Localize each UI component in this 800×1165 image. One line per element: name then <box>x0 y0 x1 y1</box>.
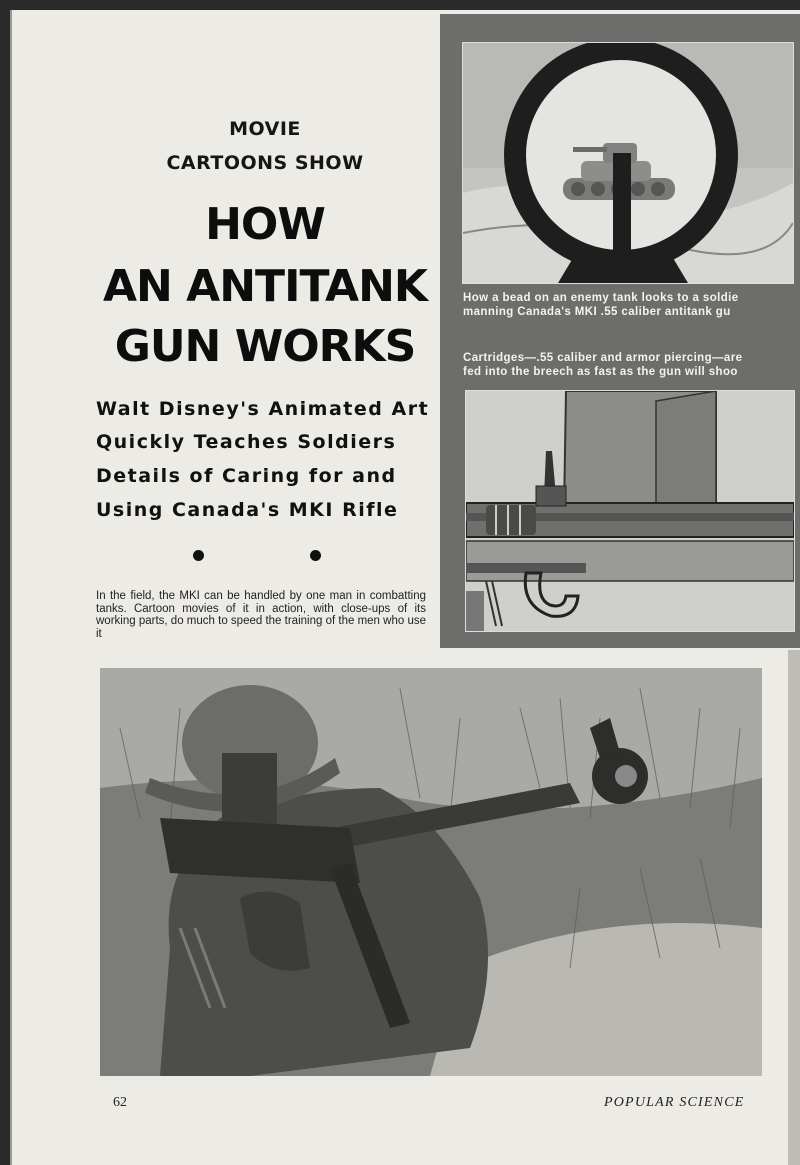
main-photo-caption: In the field, the MKI can be handled by one man in combatting tanks. Cartoon movies of it in action, with close-ups of its working parts, do much to speed the training of the men who use it <box>96 590 426 640</box>
deck-line-1: Walt Disney's Animated Art <box>96 398 430 420</box>
separator-dot <box>310 550 321 561</box>
headline-line-3: GUN WORKS <box>114 321 416 372</box>
headline-line-2: AN ANTITANK <box>102 261 428 312</box>
breech-caption-line-1: Cartridges—.55 caliber and armor piercing—are <box>463 352 743 364</box>
breech-caption-line-2: fed into the breech as fast as the gun will shoo <box>463 366 738 378</box>
breech-illustration <box>465 390 795 632</box>
kicker-line-1: MOVIE <box>229 118 301 140</box>
headline-line-1: HOW <box>205 199 325 250</box>
gunsight-illustration <box>462 42 794 284</box>
deck-line-4: Using Canada's MKI Rifle <box>96 499 399 521</box>
next-page-edge <box>788 650 800 1165</box>
kicker-line-2: CARTOONS SHOW <box>166 152 364 174</box>
magazine-name: POPULAR SCIENCE <box>604 1095 745 1110</box>
deck-line-2: Quickly Teaches Soldiers <box>96 431 397 453</box>
separator-dot <box>193 550 204 561</box>
gunsight-caption-line-2: manning Canada's MKI .55 caliber antitank gu <box>463 306 731 318</box>
page-number: 62 <box>113 1095 127 1110</box>
gunsight-caption-line-1: How a bead on an enemy tank looks to a soldie <box>463 292 739 304</box>
soldier-photo <box>100 668 762 1076</box>
deck-line-3: Details of Caring for and <box>96 465 397 487</box>
